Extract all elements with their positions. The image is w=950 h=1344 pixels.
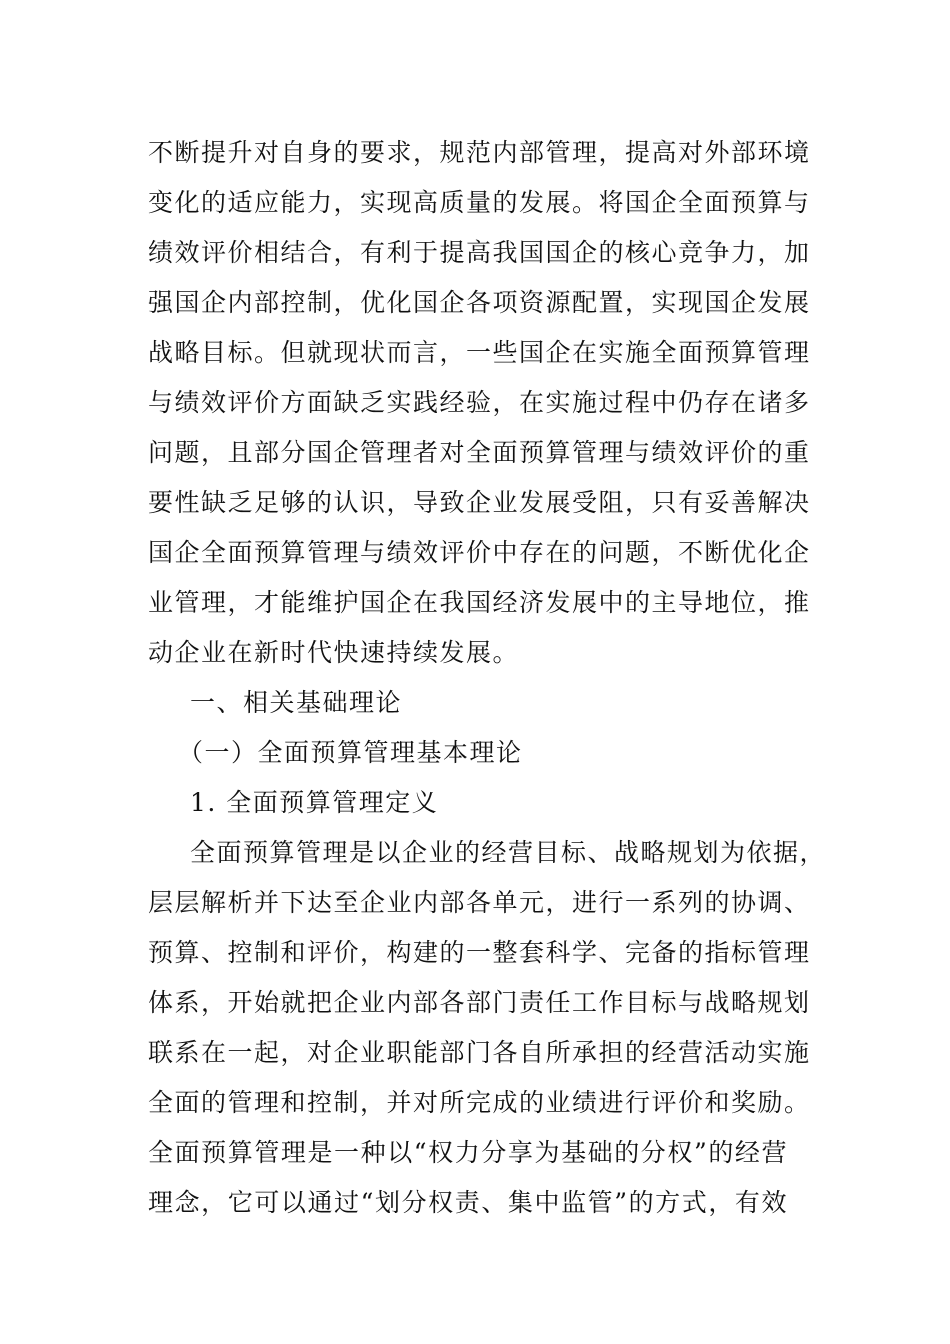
paragraph-line: 全面预算管理是一种以“权力分享为基础的分权”的经营 xyxy=(148,1138,788,1167)
paragraph-line: 强国企内部控制，优化国企各项资源配置，实现国企发展 xyxy=(148,288,811,317)
paragraph-line: 动企业在新时代快速持续发展。 xyxy=(148,638,520,667)
paragraph-line: 体系，开始就把企业内部各部门责任工作目标与战略规划 xyxy=(148,988,811,1017)
document-body xyxy=(148,128,827,1228)
paragraph-line: 全面预算管理是以企业的经营目标、战略规划为依据， xyxy=(190,838,827,867)
paragraph-line: 全面的管理和控制，并对所完成的业绩进行评价和奖励。 xyxy=(148,1088,811,1117)
paragraph-line: 要性缺乏足够的认识，导致企业发展受阻，只有妥善解决 xyxy=(148,488,811,517)
paragraph-line: 与绩效评价方面缺乏实践经验，在实施过程中仍存在诸多 xyxy=(148,388,811,417)
paragraph-line: 层层解析并下达至企业内部各单元，进行一系列的协调、 xyxy=(148,888,811,917)
paragraph-line: 业管理，才能维护国企在我国经济发展中的主导地位，推 xyxy=(148,588,811,617)
section-heading: 一、相关基础理论 xyxy=(190,688,403,717)
paragraph-line: 国企全面预算管理与绩效评价中存在的问题，不断优化企 xyxy=(148,538,811,567)
paragraph-line: 联系在一起，对企业职能部门各自所承担的经营活动实施 xyxy=(148,1038,811,1067)
paragraph-line: 绩效评价相结合，有利于提高我国国企的核心竞争力，加 xyxy=(148,238,811,267)
paragraph-line: 问题，且部分国企管理者对全面预算管理与绩效评价的重 xyxy=(148,438,811,467)
paragraph-line: 战略目标。但就现状而言，一些国企在实施全面预算管理 xyxy=(148,338,811,367)
paragraph-line: 不断提升对自身的要求，规范内部管理，提高对外部环境 xyxy=(148,138,811,167)
paragraph-line: 变化的适应能力，实现高质量的发展。将国企全面预算与 xyxy=(148,188,811,217)
subsection-heading: （一）全面预算管理基本理论 xyxy=(178,738,523,767)
subsubsection-heading: 1. 全面预算管理定义 xyxy=(190,788,439,817)
paragraph-line: 预算、控制和评价，构建的一整套科学、完备的指标管理 xyxy=(148,938,811,967)
paragraph-line: 理念，它可以通过“划分权责、集中监管”的方式，有效 xyxy=(148,1188,788,1217)
